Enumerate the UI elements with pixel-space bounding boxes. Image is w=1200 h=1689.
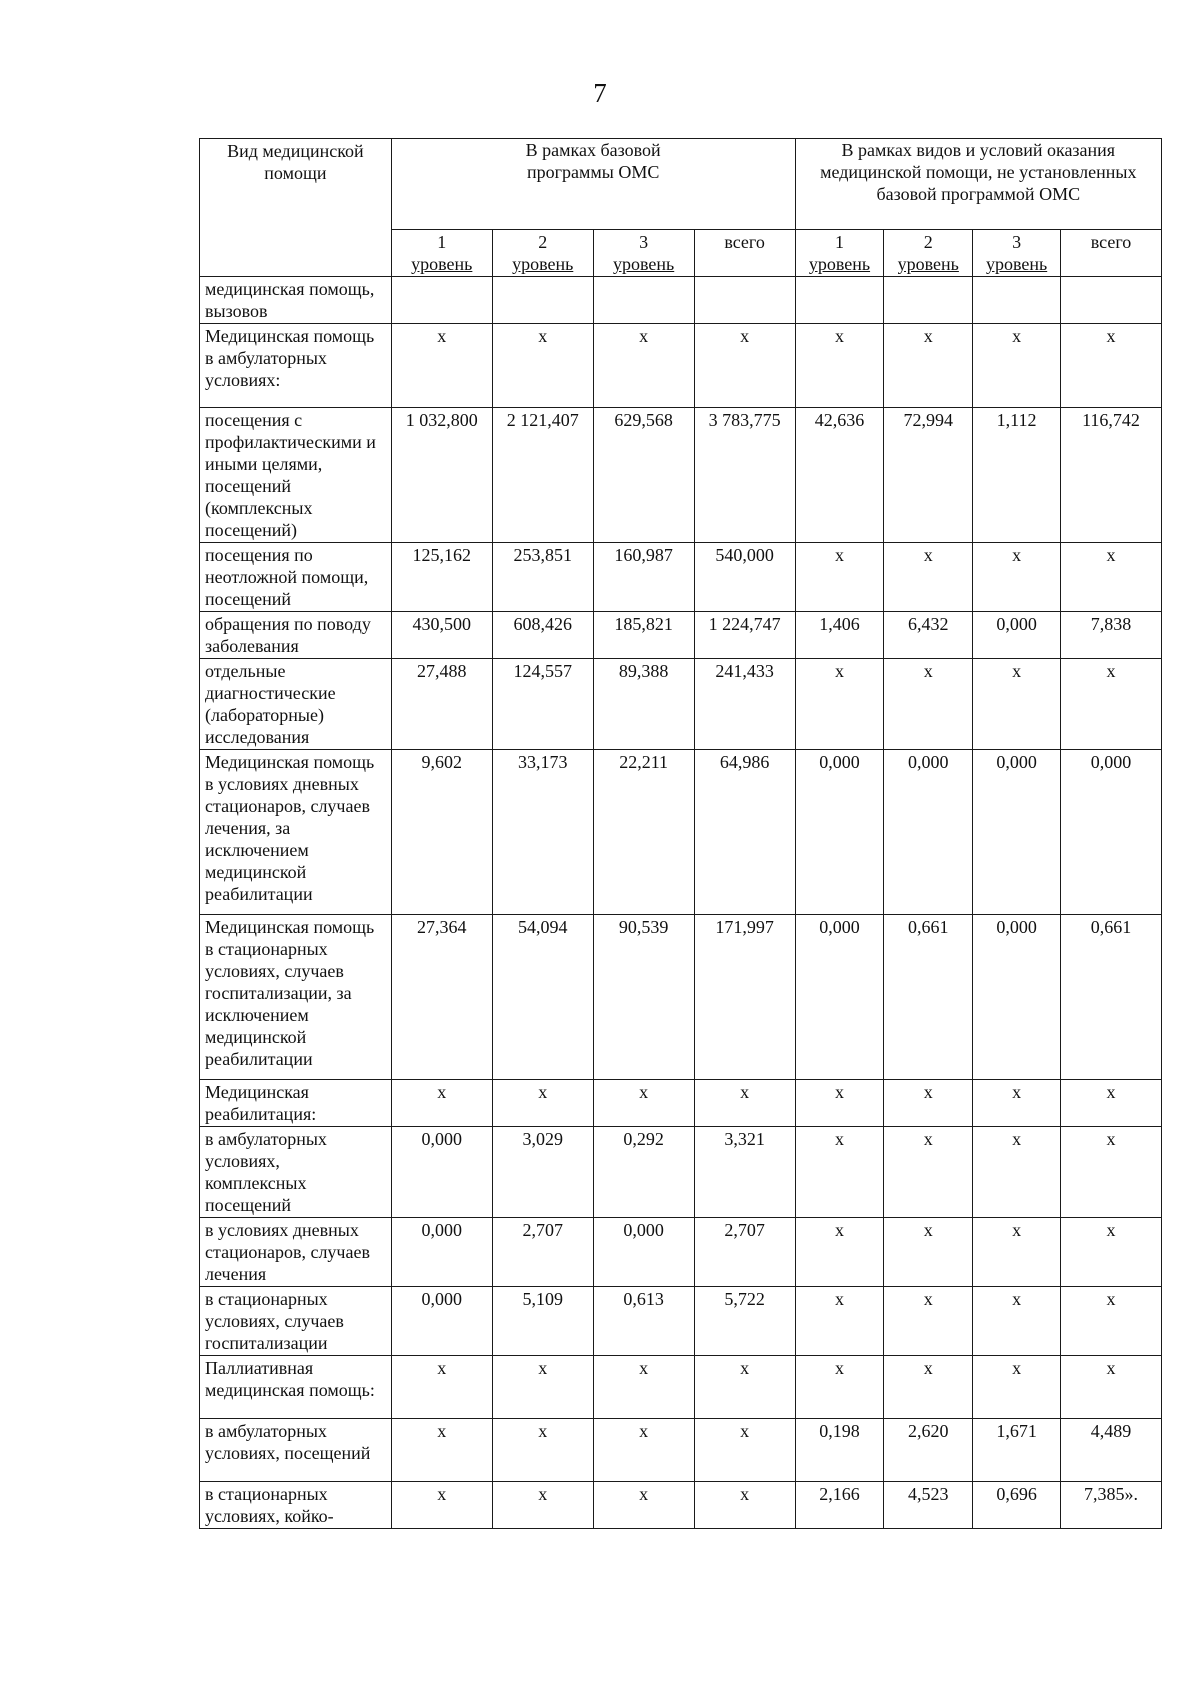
table-cell: x — [884, 1356, 973, 1419]
table-cell: 629,568 — [593, 408, 694, 543]
header-level-word: уровень — [512, 254, 574, 274]
table-cell: 2,620 — [884, 1419, 973, 1482]
table-cell: 171,997 — [694, 915, 795, 1080]
table-cell: 160,987 — [593, 543, 694, 612]
table-cell: x — [795, 1218, 884, 1287]
table-cell: 2,707 — [492, 1218, 593, 1287]
header-level-word: уровень — [985, 254, 1048, 274]
table-cell: 3 783,775 — [694, 408, 795, 543]
header-level-base-4 — [694, 230, 795, 277]
table-row — [200, 1287, 1162, 1356]
row-label: в условиях дневных стационаров, случаев лечения — [200, 1218, 392, 1287]
header-group-base: В рамках базовой программы ОМС — [391, 139, 795, 230]
table-cell: 4,523 — [884, 1482, 973, 1529]
table-cell: x — [492, 1419, 593, 1482]
header-level-other-2 — [884, 230, 973, 277]
table-cell: 1 032,800 — [391, 408, 492, 543]
table-cell: 0,000 — [391, 1287, 492, 1356]
table-cell: 0,000 — [973, 750, 1061, 915]
table-cell — [492, 277, 593, 324]
table-cell: 9,602 — [391, 750, 492, 915]
table-cell: 5,109 — [492, 1287, 593, 1356]
table-cell: x — [492, 1482, 593, 1529]
row-label: посещения с профилактическими и иными целями, посещений (комплексных посещений) — [200, 408, 392, 543]
table-cell: x — [391, 1080, 492, 1127]
table-cell: x — [973, 543, 1061, 612]
table-cell: x — [973, 1080, 1061, 1127]
table-cell: x — [795, 324, 884, 408]
table-cell: 1,671 — [973, 1419, 1061, 1482]
table-cell: x — [884, 1218, 973, 1287]
table-cell: 0,000 — [593, 1218, 694, 1287]
table-row — [200, 659, 1162, 750]
row-label: в амбулаторных условиях, посещений — [200, 1419, 392, 1482]
table-cell: x — [973, 1127, 1061, 1218]
table-cell: x — [795, 1356, 884, 1419]
header-level-other-3 — [973, 230, 1061, 277]
table-cell: x — [694, 1482, 795, 1529]
table-cell: 2 121,407 — [492, 408, 593, 543]
table-cell: 27,364 — [391, 915, 492, 1080]
table-cell: 0,292 — [593, 1127, 694, 1218]
table-cell: 89,388 — [593, 659, 694, 750]
table-cell: x — [1061, 1356, 1162, 1419]
table-cell: x — [973, 1356, 1061, 1419]
header-level-word: уровень — [613, 254, 675, 274]
table-cell: x — [593, 1482, 694, 1529]
header-level-other-4 — [1061, 230, 1162, 277]
row-label: Медицинская помощь в амбулаторных условиях: — [200, 324, 392, 408]
table-cell: x — [1061, 659, 1162, 750]
table-cell: x — [1061, 543, 1162, 612]
table-cell: x — [973, 659, 1061, 750]
table-cell: 124,557 — [492, 659, 593, 750]
table-cell: x — [694, 324, 795, 408]
header-level-number: 3 — [639, 232, 649, 252]
table-cell: x — [795, 543, 884, 612]
table-cell: x — [593, 1419, 694, 1482]
table-cell: 7,385». — [1061, 1482, 1162, 1529]
table-cell: 6,432 — [884, 612, 973, 659]
table-cell: 1,406 — [795, 612, 884, 659]
header-level-number: всего — [1090, 232, 1132, 252]
table-cell: x — [391, 324, 492, 408]
row-label: обращения по поводу заболевания — [200, 612, 392, 659]
header-level-base-2 — [492, 230, 593, 277]
table-cell: 241,433 — [694, 659, 795, 750]
table-cell: 116,742 — [1061, 408, 1162, 543]
table-cell: x — [1061, 1080, 1162, 1127]
table-cell: x — [795, 1287, 884, 1356]
table-row — [200, 1127, 1162, 1218]
table-row — [200, 915, 1162, 1080]
table-cell: x — [391, 1419, 492, 1482]
table-row — [200, 408, 1162, 543]
row-label: отдельные диагностические (лабораторные) исследования — [200, 659, 392, 750]
table-cell: 27,488 — [391, 659, 492, 750]
table-cell: 64,986 — [694, 750, 795, 915]
table-cell: 90,539 — [593, 915, 694, 1080]
table-cell: x — [391, 1356, 492, 1419]
table-cell: 0,000 — [973, 915, 1061, 1080]
table-cell: 3,029 — [492, 1127, 593, 1218]
table-row — [200, 324, 1162, 408]
table-cell: x — [593, 324, 694, 408]
table-cell: 3,321 — [694, 1127, 795, 1218]
table-cell: 0,198 — [795, 1419, 884, 1482]
header-level-number: 3 — [1012, 232, 1022, 252]
table-cell: x — [884, 1127, 973, 1218]
table-cell: x — [391, 1482, 492, 1529]
header-level-word: уровень — [897, 254, 959, 274]
row-label: Паллиативная медицинская помощь: — [200, 1356, 392, 1419]
table-cell: x — [795, 1127, 884, 1218]
table-cell: 0,000 — [884, 750, 973, 915]
table-cell: 5,722 — [694, 1287, 795, 1356]
table-cell: x — [694, 1356, 795, 1419]
table-cell: x — [884, 659, 973, 750]
table-cell — [694, 277, 795, 324]
table-cell — [1061, 277, 1162, 324]
table-cell: 253,851 — [492, 543, 593, 612]
table-row — [200, 1218, 1162, 1287]
table-cell: x — [593, 1356, 694, 1419]
table-cell: 0,661 — [1061, 915, 1162, 1080]
header-level-number: 2 — [538, 232, 548, 252]
volume-table — [199, 138, 1162, 1529]
table-cell: x — [795, 659, 884, 750]
table-cell: 0,000 — [795, 750, 884, 915]
table-cell: x — [694, 1419, 795, 1482]
header-type: Вид медицинской помощи — [200, 139, 392, 277]
table-cell — [391, 277, 492, 324]
header-level-number: 1 — [437, 232, 447, 252]
table-cell: 0,613 — [593, 1287, 694, 1356]
table-cell: 22,211 — [593, 750, 694, 915]
table-cell: x — [884, 324, 973, 408]
table-cell — [795, 277, 884, 324]
row-label: в амбулаторных условиях, комплексных посещений — [200, 1127, 392, 1218]
table-cell: 0,000 — [973, 612, 1061, 659]
row-label: посещения по неотложной помощи, посещений — [200, 543, 392, 612]
row-label: в стационарных условиях, случаев госпитализации — [200, 1287, 392, 1356]
table-cell: 125,162 — [391, 543, 492, 612]
table-cell: 0,661 — [884, 915, 973, 1080]
table-cell: 0,696 — [973, 1482, 1061, 1529]
header-level-base-3 — [593, 230, 694, 277]
table-cell: 185,821 — [593, 612, 694, 659]
table-cell: x — [795, 1080, 884, 1127]
table-cell — [593, 277, 694, 324]
row-label: медицинская помощь, вызовов — [200, 277, 392, 324]
header-level-other-1 — [795, 230, 884, 277]
table-row — [200, 1356, 1162, 1419]
table-cell: x — [1061, 1218, 1162, 1287]
table-cell: 42,636 — [795, 408, 884, 543]
table-cell: x — [1061, 1287, 1162, 1356]
table-cell: x — [492, 1080, 593, 1127]
table-cell: 1 224,747 — [694, 612, 795, 659]
table-cell: 2,166 — [795, 1482, 884, 1529]
header-level-word: уровень — [411, 254, 473, 274]
table-cell: x — [884, 1287, 973, 1356]
table-cell: 0,000 — [1061, 750, 1162, 915]
table-cell: 430,500 — [391, 612, 492, 659]
table-cell: x — [1061, 324, 1162, 408]
table-cell: 540,000 — [694, 543, 795, 612]
page-number: 7 — [593, 78, 607, 108]
table-cell: 7,838 — [1061, 612, 1162, 659]
header-level-number: 1 — [834, 232, 844, 252]
row-label: Медицинская помощь в стационарных условиях, случаев госпитализации, за исключением медицинской реабилитации — [200, 915, 392, 1080]
table-row — [200, 1482, 1162, 1529]
table-cell: 54,094 — [492, 915, 593, 1080]
header-level-word: уровень — [808, 254, 871, 274]
row-label: Медицинская помощь в условиях дневных стационаров, случаев лечения, за исключением медицинской реабилитации — [200, 750, 392, 915]
table-row — [200, 1080, 1162, 1127]
table-cell: x — [884, 1080, 973, 1127]
table-cell: 2,707 — [694, 1218, 795, 1287]
table-row — [200, 277, 1162, 324]
row-label: в стационарных условиях, койко- — [200, 1482, 392, 1529]
table-cell: 33,173 — [492, 750, 593, 915]
table-cell: x — [492, 324, 593, 408]
table-cell — [973, 277, 1061, 324]
table-cell: x — [973, 1218, 1061, 1287]
table-row — [200, 543, 1162, 612]
table-cell: 0,000 — [391, 1127, 492, 1218]
table-cell: 72,994 — [884, 408, 973, 543]
header-level-number: 2 — [923, 232, 933, 252]
header-group-other: В рамках видов и условий оказания медицинской помощи, не установленных базовой программой ОМС — [795, 139, 1161, 230]
table-row — [200, 750, 1162, 915]
table-cell: x — [973, 324, 1061, 408]
table-cell: x — [973, 1287, 1061, 1356]
table-cell: 0,000 — [391, 1218, 492, 1287]
row-label: Медицинская реабилитация: — [200, 1080, 392, 1127]
table-row — [200, 1419, 1162, 1482]
table-cell — [884, 277, 973, 324]
table-cell: 1,112 — [973, 408, 1061, 543]
table-cell: x — [492, 1356, 593, 1419]
table-cell: x — [1061, 1127, 1162, 1218]
table-cell: 0,000 — [795, 915, 884, 1080]
table-cell: 4,489 — [1061, 1419, 1162, 1482]
table-cell: 608,426 — [492, 612, 593, 659]
header-level-base-1 — [391, 230, 492, 277]
table-cell: x — [593, 1080, 694, 1127]
table-row — [200, 612, 1162, 659]
table-cell: x — [884, 543, 973, 612]
header-level-number: всего — [724, 232, 765, 252]
table-cell: x — [694, 1080, 795, 1127]
